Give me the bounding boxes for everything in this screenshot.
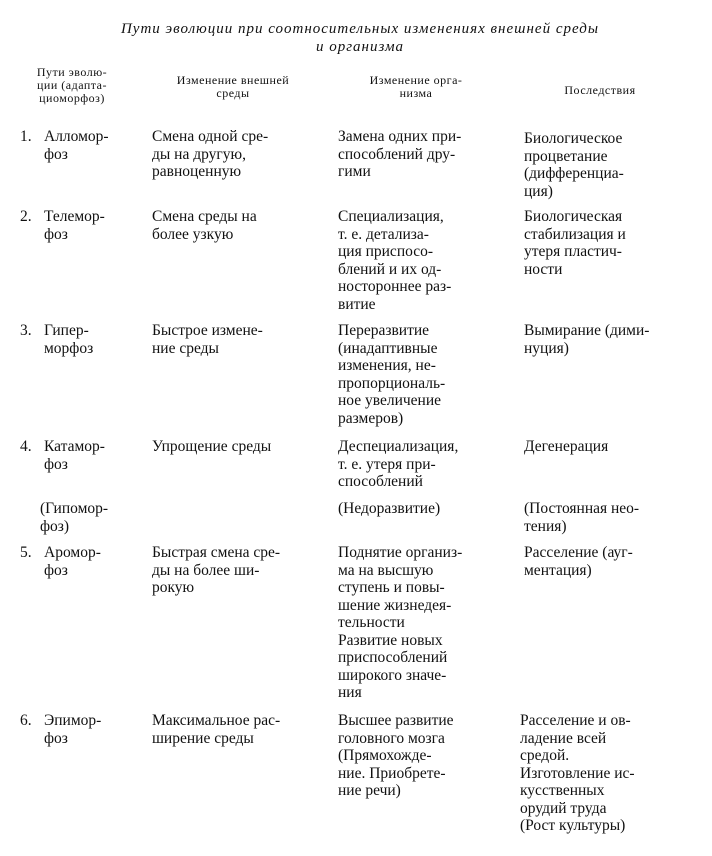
row-path: Алломор- фоз — [44, 128, 109, 163]
row-path: Телемор- фоз — [44, 208, 105, 243]
row-path: Эпимор- фоз — [44, 712, 102, 747]
row-organism-change: (Недоразвитие) — [338, 500, 441, 517]
row-environment-change: Быстрое измене- ние среды — [152, 322, 263, 357]
row-number: 5. — [20, 544, 32, 561]
row-number: 3. — [20, 322, 32, 339]
row-organism-change: Переразвитие (инадаптивные изменения, не- пропорциональ- ное увеличение размеров) — [338, 322, 446, 427]
row-path: Аромор- фоз — [44, 544, 101, 579]
row-consequence: Вымирание (дими- нуция) — [524, 322, 650, 357]
row-consequence: Расселение (ауг- ментация) — [524, 544, 633, 579]
row-environment-change: Смена одной сре- ды на другую, равноценную — [152, 128, 269, 180]
row-path: (Гипомор- фоз) — [40, 500, 109, 535]
table-title-line-2: и организма — [315, 39, 405, 55]
table-title-line-1: Пути эволюции при соотносительных изменениях внешней среды — [120, 21, 600, 37]
header-organism: Изменение орга- низма — [369, 73, 463, 100]
row-environment-change: Смена среды на более узкую — [152, 208, 257, 243]
row-consequence: Биологическое процветание (дифференциа- ция) — [524, 130, 624, 200]
row-consequence: Дегенерация — [524, 438, 609, 455]
row-organism-change: Замена одних при- способлений дру- гими — [338, 128, 462, 180]
row-number: 6. — [20, 712, 32, 729]
header-consequences: Последствия — [564, 83, 636, 97]
row-organism-change: Поднятие организ- ма на высшую ступень и повы- шение жизнедея- тельности Развитие новых приспособлений широкого значе- ния — [338, 544, 463, 701]
row-environment-change: Быстрая смена сре- ды на более ши- рокую — [152, 544, 281, 596]
row-path: Гипер- морфоз — [44, 322, 94, 357]
row-number: 4. — [20, 438, 32, 455]
row-path: Катамор- фоз — [44, 438, 105, 473]
row-environment-change: Упрощение среды — [152, 438, 272, 455]
row-organism-change: Высшее развитие головного мозга (Прямохожде- ние. Приобрете- ние речи) — [338, 712, 454, 799]
row-number: 1. — [20, 128, 32, 145]
row-consequence: (Постоянная нео- тения) — [524, 500, 640, 535]
row-number: 2. — [20, 208, 32, 225]
row-consequence: Биологическая стабилизация и утеря пластич- ности — [524, 208, 626, 278]
row-consequence: Расселение и ов- ладение всей средой. Изготовление ис- кусственных орудий труда (Рост культуры) — [520, 712, 635, 834]
row-organism-change: Специализация, т. е. детализа- ция приспосо- блений и их од- ностороннее раз- витие — [338, 208, 452, 313]
table-title — [40, 20, 680, 56]
row-environment-change: Максимальное рас- ширение среды — [152, 712, 281, 747]
header-path: Пути эволю- ции (адапта- циоморфоз) — [36, 65, 108, 105]
row-organism-change: Деспециализация, т. е. утеря при- способлений — [338, 438, 459, 490]
header-environment: Изменение внешней среды — [176, 73, 290, 100]
